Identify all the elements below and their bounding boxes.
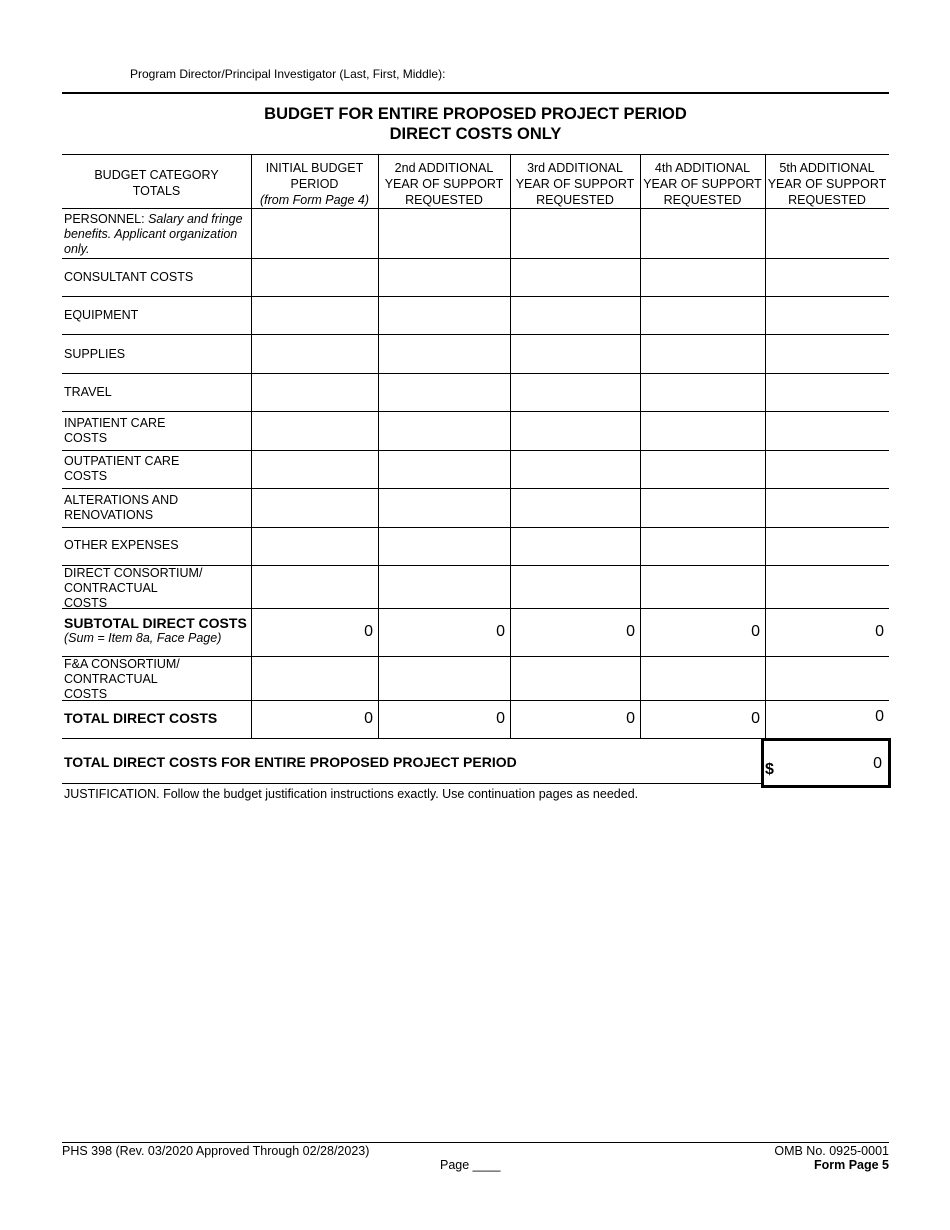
table-col-rule bbox=[378, 154, 379, 738]
header-line: REQUESTED bbox=[788, 193, 866, 207]
header-line: 3rd ADDITIONAL bbox=[527, 161, 623, 175]
header-line: INITIAL BUDGET bbox=[265, 161, 364, 175]
row-consortium-fa bbox=[64, 657, 180, 702]
header-line: YEAR OF SUPPORT bbox=[767, 177, 887, 191]
row-label: COSTS bbox=[64, 431, 108, 445]
row-alterations bbox=[64, 493, 178, 523]
form-subtitle: DIRECT COSTS ONLY bbox=[389, 125, 562, 143]
subtotal-year2[interactable]: 0 bbox=[496, 623, 505, 640]
header-line: 5th ADDITIONAL bbox=[779, 161, 875, 175]
header-line: (from Form Page 4) bbox=[259, 193, 370, 207]
row-total: TOTAL DIRECT COSTS bbox=[64, 710, 218, 726]
row-label: INPATIENT CARE bbox=[64, 416, 166, 430]
col-header-year2 bbox=[378, 160, 510, 208]
currency-symbol: $ bbox=[765, 761, 774, 778]
row-outpatient bbox=[64, 454, 179, 484]
header-line: REQUESTED bbox=[663, 193, 742, 207]
justification-text: JUSTIFICATION. Follow the budget justification instructions exactly. Use continuation pages as needed. bbox=[64, 787, 639, 801]
total-year5[interactable]: 0 bbox=[875, 708, 884, 725]
row-consortium-direct bbox=[64, 566, 202, 611]
grand-total-label: TOTAL DIRECT COSTS FOR ENTIRE PROPOSED PROJECT PERIOD bbox=[64, 754, 517, 770]
total-initial[interactable]: 0 bbox=[364, 710, 373, 727]
row-equipment: EQUIPMENT bbox=[64, 308, 139, 322]
row-label: PERSONNEL: bbox=[64, 212, 145, 226]
table-col-rule bbox=[640, 154, 641, 738]
table-col-rule bbox=[251, 154, 252, 738]
col-header-year5 bbox=[765, 160, 889, 208]
row-label: RENOVATIONS bbox=[64, 508, 154, 522]
form-page-label: Form Page 5 bbox=[813, 1158, 889, 1172]
table-col-rule bbox=[510, 154, 511, 738]
total-year2[interactable]: 0 bbox=[496, 710, 505, 727]
subtotal-year4[interactable]: 0 bbox=[751, 623, 760, 640]
row-subtotal bbox=[64, 616, 247, 646]
header-line: YEAR OF SUPPORT bbox=[643, 177, 762, 191]
total-year4[interactable]: 0 bbox=[751, 710, 760, 727]
subtotal-year3[interactable]: 0 bbox=[626, 623, 635, 640]
row-other: OTHER EXPENSES bbox=[64, 538, 179, 552]
table-rule bbox=[62, 738, 762, 739]
col-header-year4 bbox=[640, 160, 765, 208]
grand-total-value[interactable]: 0 bbox=[873, 755, 882, 772]
row-personnel bbox=[64, 212, 249, 257]
row-label: CONTRACTUAL bbox=[64, 581, 158, 595]
header-rule bbox=[62, 92, 889, 94]
col-header-year3 bbox=[510, 160, 640, 208]
row-note: Salary and fringe benefits. Applicant organization only. bbox=[64, 212, 243, 256]
header-line: PERIOD bbox=[290, 177, 339, 191]
page-number: Page ____ bbox=[440, 1158, 501, 1172]
row-supplies: SUPPLIES bbox=[64, 347, 126, 361]
header-line: YEAR OF SUPPORT bbox=[515, 177, 635, 191]
header-line: TOTALS bbox=[132, 184, 181, 198]
row-label: CONTRACTUAL bbox=[64, 672, 158, 686]
subtotal-initial[interactable]: 0 bbox=[364, 623, 373, 640]
form-title: BUDGET FOR ENTIRE PROPOSED PROJECT PERIOD bbox=[264, 105, 687, 123]
row-note: (Sum = Item 8a, Face Page) bbox=[64, 631, 222, 645]
row-label: COSTS bbox=[64, 687, 108, 701]
subtotal-year5[interactable]: 0 bbox=[875, 623, 884, 640]
row-label: F&A CONSORTIUM/ bbox=[64, 657, 180, 671]
row-label: DIRECT CONSORTIUM/ bbox=[64, 566, 203, 580]
footer-rule bbox=[62, 1142, 889, 1143]
header-line: REQUESTED bbox=[536, 193, 614, 207]
header-line: YEAR OF SUPPORT bbox=[384, 177, 504, 191]
row-label: COSTS bbox=[64, 469, 108, 483]
row-travel: TRAVEL bbox=[64, 385, 112, 399]
total-year3[interactable]: 0 bbox=[626, 710, 635, 727]
row-label: COSTS bbox=[64, 596, 108, 610]
row-label: SUBTOTAL DIRECT COSTS bbox=[64, 615, 247, 631]
form-revision: PHS 398 (Rev. 03/2020 Approved Through 02/28/2023) bbox=[62, 1144, 370, 1158]
header-line: REQUESTED bbox=[405, 193, 483, 207]
header-line: 2nd ADDITIONAL bbox=[394, 161, 494, 175]
row-consultant: CONSULTANT COSTS bbox=[64, 270, 194, 284]
col-header-initial bbox=[251, 160, 378, 208]
col-header-category bbox=[62, 167, 251, 199]
table-rule bbox=[62, 783, 762, 784]
row-inpatient bbox=[64, 416, 165, 446]
omb-number: OMB No. 0925-0001 bbox=[774, 1144, 889, 1158]
row-label: OUTPATIENT CARE bbox=[64, 454, 180, 468]
pi-name-label: Program Director/Principal Investigator (Last, First, Middle): bbox=[130, 67, 446, 81]
table-col-rule bbox=[765, 154, 766, 738]
header-line: 4th ADDITIONAL bbox=[654, 161, 751, 175]
row-label: ALTERATIONS AND bbox=[64, 493, 179, 507]
header-line: BUDGET CATEGORY bbox=[94, 168, 219, 182]
